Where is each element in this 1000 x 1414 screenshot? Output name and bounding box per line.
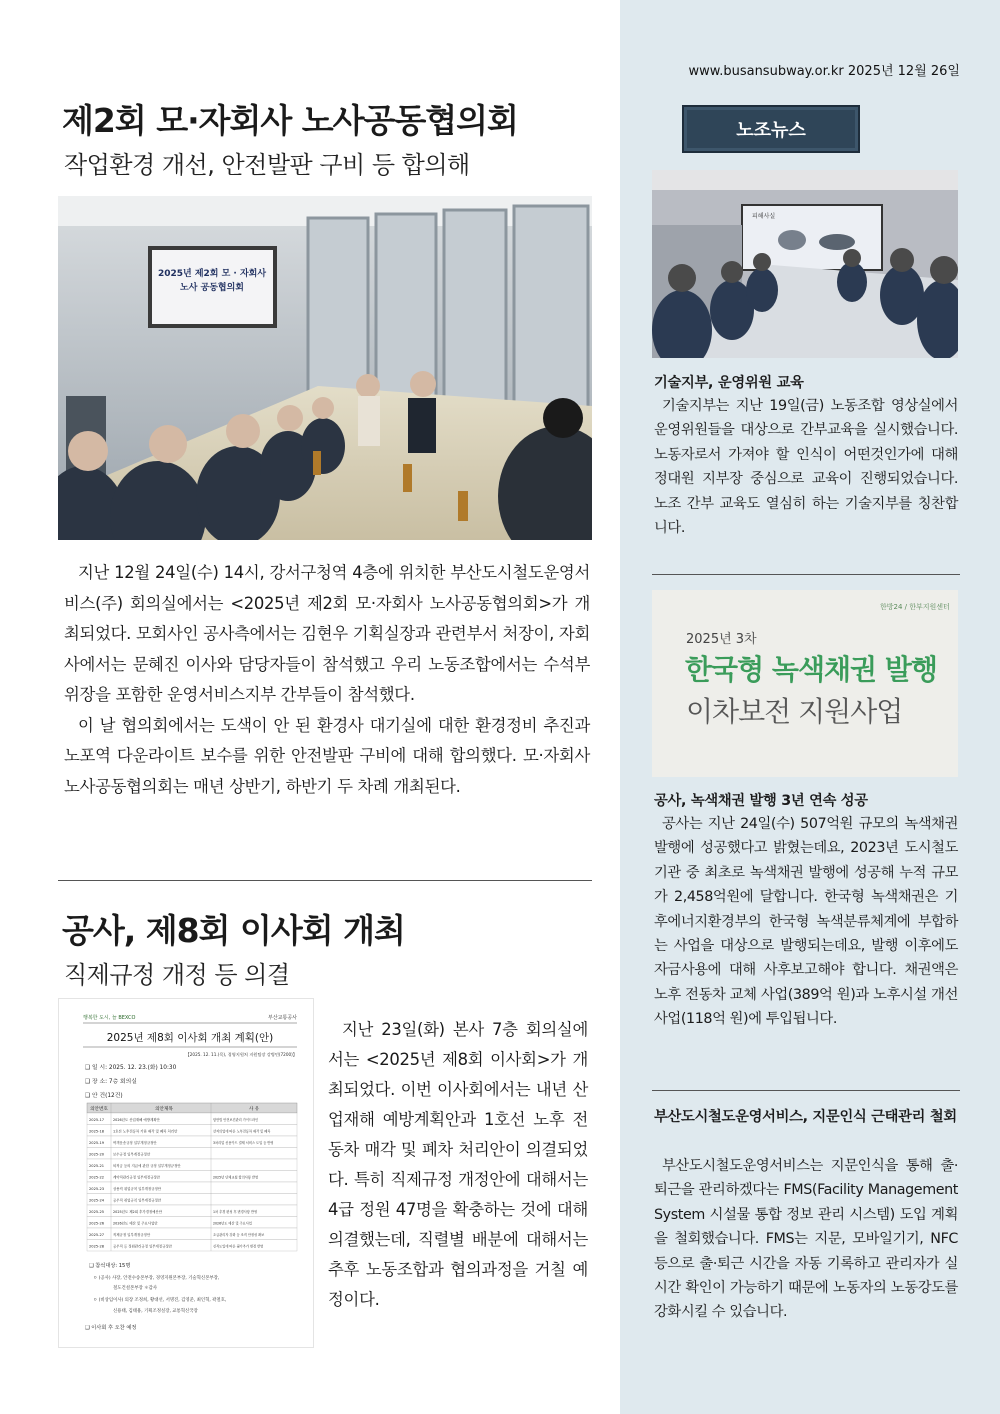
doc-row-cell: 2026년도 예산 및 주요사업 xyxy=(213,1221,252,1226)
doc-row-cell: 산자의업에 따른 노후전동차 매각 및 폐차 xyxy=(213,1129,271,1134)
slide-title: 피해사실 xyxy=(752,213,776,220)
doc-col-number: 의안번호 xyxy=(90,1107,108,1112)
doc-row-cell: 2025-18 xyxy=(89,1129,105,1134)
banner-headline: 한국형 녹색채권 발행 xyxy=(685,653,937,686)
doc-after: ❑ 이사회 후 오찬 예정 xyxy=(85,1325,137,1331)
side-divider-1 xyxy=(652,574,960,575)
doc-row-cell: 공무직 취업규칙 일부개정규정안 xyxy=(113,1198,162,1203)
doc-col-reason: 사 유 xyxy=(248,1107,260,1112)
banner-subline: 이차보전 지원사업 xyxy=(686,695,903,728)
doc-row-cell: 2025-17 xyxy=(89,1117,105,1122)
doc-row-cell: 초급관리자 강화 등 조직 안정성 확보 xyxy=(213,1232,265,1237)
doc-row-cell: 퇴직금 등의 지급에 관한 규정 일부개정규정안 xyxy=(113,1163,181,1168)
doc-row-cell: 보수규정 일부개정규정안 xyxy=(113,1152,151,1157)
doc-row-cell: 2025-27 xyxy=(89,1232,105,1237)
doc-row-cell: 2025-28 xyxy=(89,1244,105,1249)
meeting-photo xyxy=(58,196,592,540)
side2-paragraph: 공사는 지난 24일(수) 507억원 규모의 녹색채권 발행에 성공했다고 밝혔는데요, 2023년 도시철도기관 중 최초로 녹색채권 발행에 성공해 누적 규모가 2,458억원에 달합니다. 한국형 녹색채권은 기후에너지환경부의 한국형 녹색분류체계에 부합하는 사업을 대상으로 발행되는데요, 발행 이후에도 자금사용에 대해 사후보고해야 합니다. 채권액은 노후 전동차 교체 사업(389억 원)과 노후시설 개선 사업(118억 원)에 투입됩니다. xyxy=(654,816,958,1028)
doc-attend-2: 철도건설본부장 ＊감사 xyxy=(113,1286,157,1291)
side3-title: 부산도시철도운영서비스, 지문인식 근태관리 철회 xyxy=(654,1109,957,1125)
doc-slogan: 행복한 도시, 늘 BEXCO xyxy=(83,1015,136,1021)
doc-title: 2025년 제8회 이사회 개최 계획(안) xyxy=(106,1032,274,1044)
side3-paragraph: 부산도시철도운영서비스는 지문인식을 통해 출·퇴근을 관리하겠다는 FMS(Facility Management System 시설물 통합 정보 관리 시스템) 도입 계획을 철회했습니다. FMS는 지문, 모바일기기, NFC 등으로 출·퇴근 시간을 자동 기록하고 관리자가 실시간 확인이 가능하기 때문에 노동자의 노동강도를 강화시킬 수 있습니다. xyxy=(654,1158,958,1321)
doc-row-cell: 2025-20 xyxy=(89,1152,105,1157)
board-meeting-document xyxy=(58,998,314,1348)
article2-title: 공사, 제8회 이사회 개최 xyxy=(62,911,405,950)
doc-row-cell: 2025-21 xyxy=(89,1163,105,1168)
article2-paragraph: 지난 23일(화) 본사 7층 회의실에서는 <2025년 제8회 이사회>가 개최되었다. 이번 이사회에서는 내년 산업재해 예방계획안과 1호선 노후 전동차 매각 및 폐차 처리안이 의결되었다. 특히 직제규정 개정안에 대해서는 4급 정원 47명을 확충하는 것에 대해 의결했는데, 직렬별 배분에 대해서는 추후 노동조합과 협의과정을 거칠 예정이다. xyxy=(328,1020,588,1309)
screen-text-1: 2025년 제2회 모 · 자회사 xyxy=(157,269,267,279)
news-badge-label: 노조뉴스 xyxy=(736,120,806,141)
doc-logo: 부산교통공사 xyxy=(268,1015,297,1021)
doc-date: ❑ 일 시: 2025. 12. 23.(화) 10:30 xyxy=(85,1065,177,1071)
doc-row-cell: 계약직관리규정 일부개정규정안 xyxy=(113,1175,160,1180)
doc-row-cell: 2025-23 xyxy=(89,1186,105,1191)
site-url-date: www.busansubway.or.kr 2025년 12월 26일 xyxy=(688,64,960,79)
article1-paragraph-2: 이 날 협의회에서는 도색이 안 된 환경사 대기실에 대한 환경정비 추진과 노포역 다운라이트 보수를 위한 안전발판 구비에 대해 합의했다. 모·자회사 노사공동협의회는 매년 상반기, 하반기 두 차례 개최된다. xyxy=(64,715,590,796)
doc-row-cell: 2025년도 제2회 추가경정예산안 xyxy=(113,1209,162,1214)
doc-row-cell: 2026년도 산업재해 예방계획안 xyxy=(113,1117,160,1122)
doc-agenda-table xyxy=(87,1103,297,1251)
doc-row-cell: 2025-24 xyxy=(89,1198,105,1203)
article2-subtitle: 직제규정 개정 등 의결 xyxy=(64,961,290,989)
education-photo xyxy=(652,170,958,358)
side2-title: 공사, 녹색채권 발행 3년 연속 성공 xyxy=(654,793,868,809)
doc-row-cell: 3차리업 신용카드 결제 서비스 도입 등 반영 xyxy=(213,1140,274,1145)
side1-body xyxy=(654,394,958,540)
doc-place: ❑ 장 소: 7층 회의실 xyxy=(85,1079,137,1085)
doc-row-cell: 2025년 단체교섭 합의사항 반영 xyxy=(213,1175,259,1180)
doc-row-cell: 1호선 노후전동차 기한 매각 및 폐차 처리안 xyxy=(113,1129,178,1134)
article1-title: 제2회 모·자회사 노사공동협의회 xyxy=(62,101,518,140)
doc-row-cell: 2025-25 xyxy=(89,1209,105,1214)
side1-title: 기술지부, 운영위원 교육 xyxy=(654,375,804,391)
banner-small-text: 2025년 3차 xyxy=(686,632,757,647)
doc-col-title: 의안제목 xyxy=(155,1107,173,1112)
doc-row-cell: 여객운송규정 일부개정규정안 xyxy=(113,1140,157,1145)
doc-row-cell: 상용직 취업규칙 일부개정규정안 xyxy=(113,1186,162,1191)
doc-row-cell: 2025-22 xyxy=(89,1175,105,1180)
doc-attend-1: ㅇ (공사) 사장, 안전수송본부장, 경영지원본부장, 기술혁신본부장, xyxy=(93,1276,220,1281)
article1-paragraph-1: 지난 12월 24일(수) 14시, 강서구청역 4층에 위치한 부산도시철도운영서비스(주) 회의실에서는 <2025년 제2회 모·자회사 노사공동협의회>가 개최되었다. 모회사인 공사측에서는 김현우 기획실장과 관련부서 처장이, 자회사에서는 문혜진 이사와 담당자들이 참석했고 우리 노동조합에서는 수석부위장을 포함한 운영서비스지부 간부들이 참석했다. xyxy=(64,563,590,704)
doc-row-cell: 항만법 안전보건관리 가이드라인 xyxy=(213,1117,259,1122)
doc-row-cell: 직제규정 일부개정규정안 xyxy=(113,1232,151,1237)
doc-row-cell: 공무직 등 정원관리규정 일부개정규정안 xyxy=(113,1244,172,1249)
doc-attend: ❑ 참석대상: 15명 xyxy=(89,1263,131,1269)
section-divider xyxy=(58,880,592,881)
doc-attend-3: ㅇ (비상임이사) 의장 조정희, 황대선, 서명진, 김영준, 최인혁, 곽철호, xyxy=(93,1298,227,1303)
doc-row-cell: 신직도입에 따른 필수추가 변경 반영 xyxy=(213,1244,264,1249)
side1-paragraph: 기술지부는 지난 19일(금) 노동조합 영상실에서 운영위원들을 대상으로 간부교육을 실시했습니다. 노동자로서 가져야 할 인식이 어떤것인가에 대해 정대원 지부장 중심으로 교육이 진행되었습니다. 노조 간부 교육도 열심히 하는 기술지부를 칭찬합니다. xyxy=(654,398,958,537)
doc-row-cell: 2025-19 xyxy=(89,1140,105,1145)
doc-row-cell: 2025-26 xyxy=(89,1221,105,1226)
doc-row-cell: 1차 추경 편성 후 변경사항 반영 xyxy=(213,1209,258,1214)
banner-logo: 한방24 / 한부지원센터 xyxy=(880,603,950,611)
doc-attend-4: 신용태, 김태용, 기획조정실장, 교통혁신국장 xyxy=(113,1309,198,1314)
green-bond-banner xyxy=(652,590,958,777)
side2-body xyxy=(654,812,958,1032)
article2-body xyxy=(328,1015,588,1315)
side3-body xyxy=(654,1154,958,1325)
article1-subtitle: 작업환경 개선, 안전발판 구비 등 합의해 xyxy=(64,151,470,179)
article1-body xyxy=(64,558,590,802)
screen-text-2: 노사 공동협의회 xyxy=(180,283,244,293)
doc-agenda: ❑ 안 건(12건) xyxy=(85,1093,123,1099)
side-divider-2 xyxy=(652,1090,960,1091)
doc-row-cell: 2026년도 예산 및 주요사업안 xyxy=(113,1221,158,1226)
doc-meta: 【2025. 12. 11.(목), 경영지원처 지원팀장 강병민(7200)】 xyxy=(185,1052,297,1057)
news-badge xyxy=(682,105,860,153)
